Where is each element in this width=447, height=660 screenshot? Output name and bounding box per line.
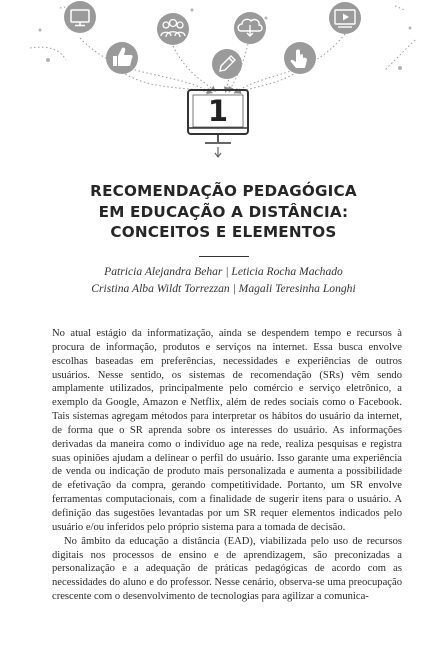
paragraph: No atual estágio da informatização, ainda se despendem tempo e recursos à procura de informação, produtos e serviços na internet. Essa busca envolve escolhas baseadas em preferências, necessidades e experiências de outros usuários. Nesse sentido, os sistemas de recomendação (SRs) vêm sendo amplamente utilizados, principalmente pelo comércio e serviço eletrônico, a exemplo da Google, Amazon e Netflix, além de redes sociais como o Facebook. Tais sistemas agregam métodos para interpretar os hábitos do usuário da internet, de forma que o SR aprenda sobre os interesses do usuário. As informações derivadas da maneira como o indivíduo age na rede, realiza pesquisas e registra suas opiniões ajudam a delinear o perfil do usuário. Isso garante uma experiência de venda ou indicação de produto mais personalizada e aumenta a possibilidade de efetivação da compra, gerando competitividade. Portanto, um SR envolve ferramentas computacionais, com a finalidade de sugerir itens para o usuário. A definição das sugestões levantadas por um SR requer elementos indicados pelo usuário e/ou inferidos pelo próprio sistema para a tomada de decisão. [52,328,402,533]
play-video-icon [329,2,361,34]
body-text [52,327,402,604]
chapter-title-line: RECOMENDAÇÃO PEDAGÓGICA [90,182,357,200]
chapter-number: 1 [207,94,229,128]
title-divider [199,256,249,257]
arrow-down-icon [215,147,221,157]
edit-pencil-icon [212,49,242,79]
cloud-download-icon [234,12,266,44]
thumbs-up-icon [106,42,138,74]
chapter-title [0,181,447,243]
authors [0,264,447,297]
computer-icon [64,1,96,33]
hand-touch-icon [284,42,316,74]
chapter-title-line: EM EDUCAÇÃO A DISTÂNCIA: [98,202,349,221]
paragraph: No âmbito da educação a distância (EAD), viabilizada pelo uso de recursos digitais nos processos de ensino e de aprendizagem, são preconizadas a personalização e a adequação de práticas pedagógicas de acordo com as necessidades do aluno e do professor. Nesse cenário, observa-se uma preocupação crescente com o desenvolvimento de tecnologias para agilizar a comunica- [52,535,402,603]
users-icon [157,13,189,45]
author-line: Cristina Alba Wildt Torrezzan | Magali Teresinha Longhi [91,281,356,295]
chapter-title-line: CONCEITOS E ELEMENTOS [110,223,337,241]
author-line: Patricia Alejandra Behar | Leticia Rocha Machado [104,265,343,278]
chapter-illustration [0,0,447,165]
monitor-icon [188,90,248,143]
